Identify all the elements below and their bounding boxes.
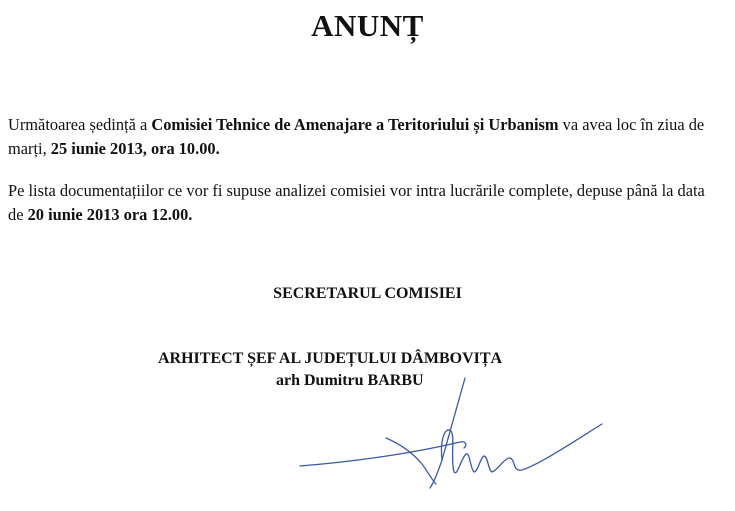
architect-name: arh Dumitru BARBU <box>276 372 424 389</box>
submission-deadline: 20 iunie 2013 ora 12.00. <box>27 205 193 224</box>
meeting-announcement-paragraph <box>8 113 724 161</box>
signature-strokes <box>300 378 602 488</box>
handwritten-signature <box>290 372 610 492</box>
paragraph1-text-1: Următoarea ședință a <box>8 115 152 134</box>
commission-name: Comisiei Tehnice de Amenajare a Teritoriului și Urbanism <box>151 115 559 134</box>
document-title: ANUNȚ <box>311 8 424 43</box>
meeting-date: 25 iunie 2013, ora 10.00. <box>50 139 220 158</box>
paragraph2-text: Pe lista documentațiilor ce vor fi supuse analizei comisiei vor intra lucrările complete, depuse până la data de <box>8 181 705 224</box>
submission-deadline-paragraph <box>8 179 724 227</box>
architect-title: ARHITECT ȘEF AL JUDEȚULUI DÂMBOVIȚA <box>158 350 503 367</box>
paragraph1-text-2: va avea loc în ziua de marți, <box>8 115 705 158</box>
secretary-title: SECRETARUL COMISIEI <box>273 285 462 302</box>
